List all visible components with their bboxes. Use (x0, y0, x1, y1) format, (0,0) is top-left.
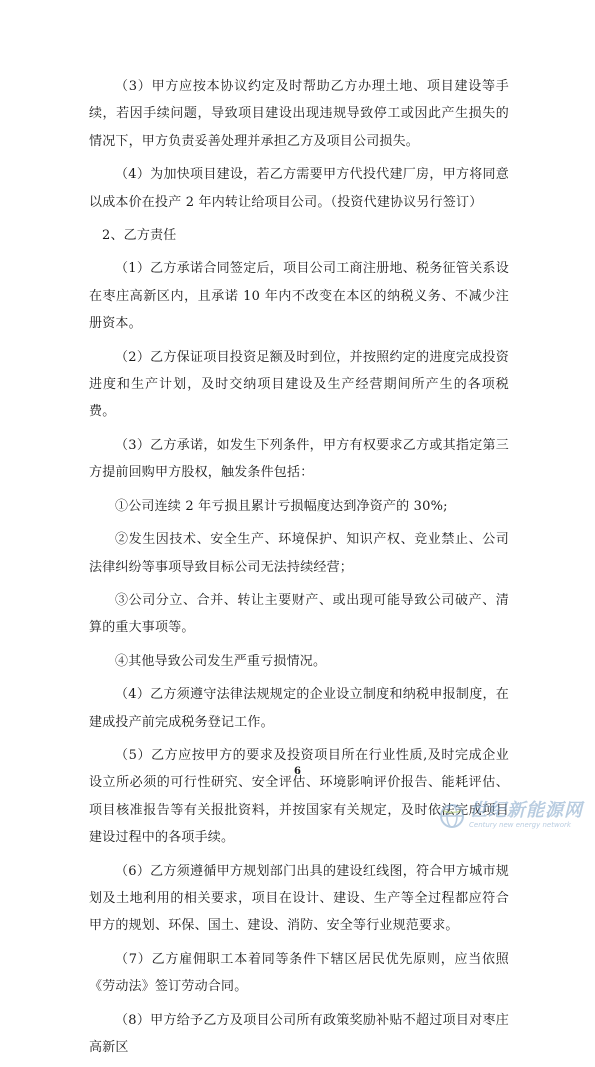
paragraph-1: （3）甲方应按本协议约定及时帮助乙方办理土地、项目建设等手续，若因手续问题，导致项目建设出现违规导致停工或因此产生损失的情况下，甲方负责妥善处理并承担乙方及项目公司损失。 (89, 79, 509, 149)
paragraph-8: （6）乙方须遵循甲方规划部门出具的建设红线图，符合甲方城市规划及土地利用的相关要求，项目在设计、建设、生产等全过程都应符合甲方的规划、环保、国土、建设、消防、安全等行业规范要求。 (89, 863, 509, 934)
page-number: 6 (294, 766, 301, 777)
section-heading-party-b: 2、乙方责任 (102, 228, 177, 244)
document-body (89, 73, 509, 1067)
globe-logo-icon (439, 803, 465, 829)
paragraph-5: （3）乙方承诺，如发生下列条件，甲方有权要求乙方或其指定第三方提前回购甲方股权，触发条件包括： (89, 437, 509, 481)
watermark-cn-text: 世纪新能源网 (469, 800, 583, 821)
paragraph-6: （4）乙方须遵守法律法规规定的企业设立制度和纳税申报制度，在建成投产前完成税务登记工作。 (89, 687, 509, 730)
condition-item-1: ①公司连续 2 年亏损且累计亏损幅度达到净资产的 30%; (115, 498, 448, 514)
paragraph-7: （5）乙方应按甲方的要求及投资项目所在行业性质,及时完成企业设立所必须的可行性研究、安全评估、环境影响评价报告、能耗评估、项目核准报告等有关报批资料，并按国家有关规定，及时依法完成项目建设过程中的各项手续。 (89, 747, 509, 846)
paragraph-9: （7）乙方雇佣职工本着同等条件下辖区居民优先原则，应当依照《劳动法》签订劳动合同。 (89, 951, 509, 995)
paragraph-4: （2）乙方保证项目投资足额及时到位，并按照约定的进度完成投资进度和生产计划，及时交纳项目建设及生产经营期间所产生的各项税费。 (89, 349, 509, 420)
paragraph-10: （8）甲方给予乙方及项目公司所有政策奖励补贴不超过项目对枣庄高新区 (89, 1012, 509, 1055)
condition-item-2: ②发生因技术、安全生产、环境保护、知识产权、竞业禁止、公司法律纠纷等事项导致目标公司无法持续经营； (89, 532, 509, 575)
condition-item-3: ③公司分立、合并、转让主要财产、或出现可能导致公司破产、清算的重大事项等。 (89, 592, 509, 636)
watermark (439, 801, 583, 830)
paragraph-3: （1）乙方承诺合同签定后，项目公司工商注册地、税务征管关系设在枣庄高新区内，且承诺 10 年内不改变在本区的纳税义务、不减少注册资本。 (89, 261, 509, 332)
condition-item-4: ④其他导致公司发生严重亏损情况。 (115, 653, 327, 669)
paragraph-2: （4）为加快项目建设，若乙方需要甲方代投代建厂房，甲方将同意以成本价在投产 2 年内转让给项目公司。（投资代建协议另行签订） (89, 167, 509, 210)
watermark-en-text: Century new energy network (469, 821, 571, 829)
